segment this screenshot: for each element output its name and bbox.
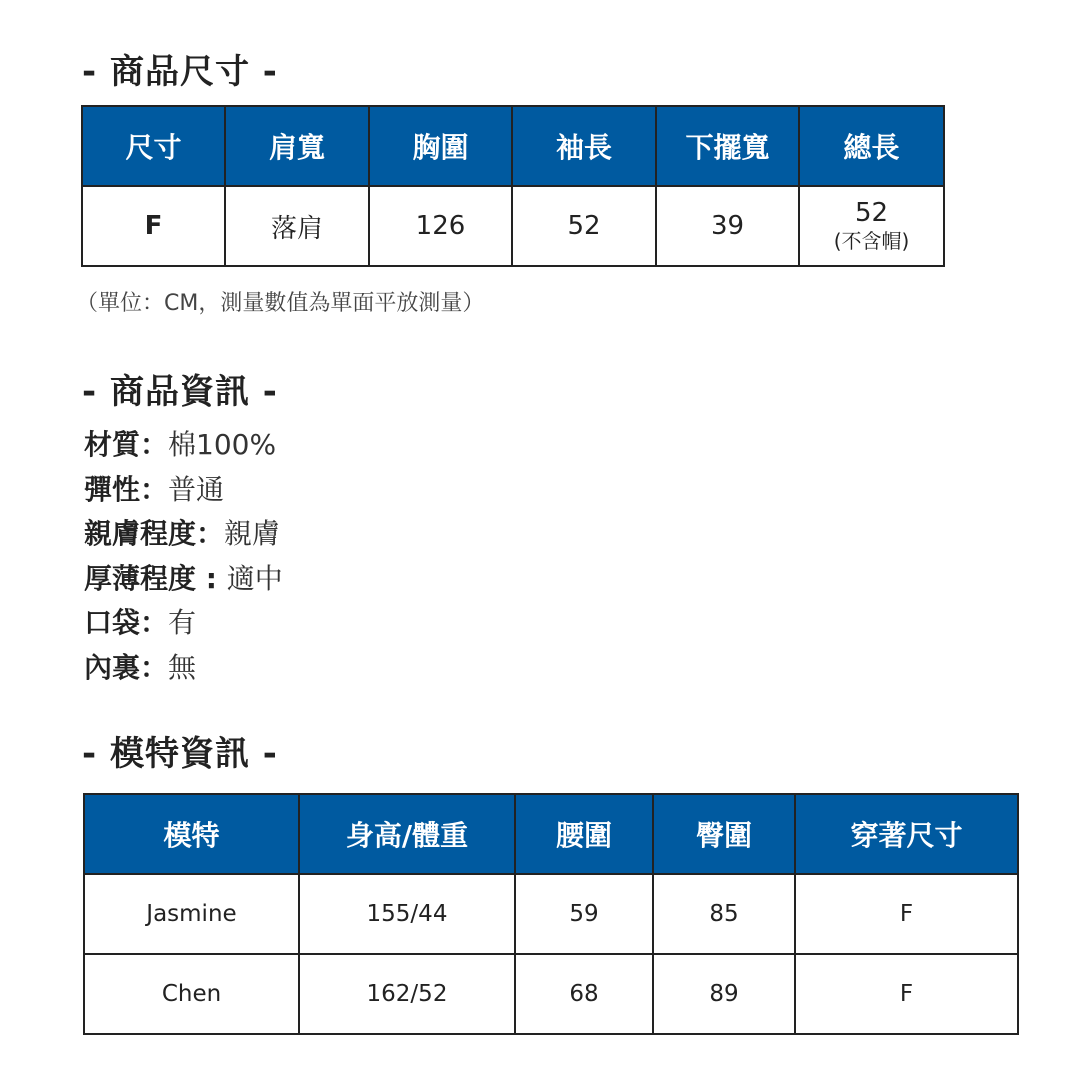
thickness-label: 厚薄程度 : <box>84 561 227 595</box>
elasticity-label: 彈性： <box>84 472 169 506</box>
list-item <box>84 557 283 602</box>
elasticity-value: 普通 <box>168 472 225 506</box>
size-header-hem: 下擺寬 <box>656 106 799 186</box>
chest-value: 126 <box>369 186 512 266</box>
skin-friendly-value: 親膚 <box>224 517 281 550</box>
table-row <box>84 874 1018 954</box>
model-header-hip: 臀圍 <box>653 794 795 874</box>
model-header-waist: 腰圍 <box>515 794 653 874</box>
lining-value: 無 <box>168 650 197 684</box>
total-length-cell <box>799 186 944 266</box>
model-waist: 68 <box>515 954 653 1034</box>
shoulder-value: 落肩 <box>225 186 369 266</box>
pocket-value: 有 <box>168 606 197 639</box>
table-row <box>82 186 944 266</box>
model-name: Chen <box>84 954 299 1034</box>
sleeve-value: 52 <box>512 186 656 266</box>
thickness-value: 適中 <box>226 561 283 595</box>
size-header-shoulder: 肩寬 <box>225 106 369 186</box>
size-table-header-row <box>82 106 944 186</box>
list-item <box>84 512 283 557</box>
model-name: Jasmine <box>84 874 299 954</box>
model-height-weight: 162/52 <box>299 954 515 1034</box>
model-header-height-weight: 身高/體重 <box>299 794 515 874</box>
pocket-label: 口袋： <box>84 606 169 639</box>
model-worn-size: F <box>795 954 1018 1034</box>
size-table <box>81 105 945 267</box>
model-waist: 59 <box>515 874 653 954</box>
list-item <box>84 646 283 691</box>
material-value: 棉100% <box>168 428 277 461</box>
size-header-total-length: 總長 <box>799 106 944 186</box>
model-hip: 89 <box>653 954 795 1034</box>
size-value: F <box>82 186 225 266</box>
model-hip: 85 <box>653 874 795 954</box>
product-info-list <box>84 423 283 690</box>
model-table-header-row <box>84 794 1018 874</box>
info-section-title: - 商品資訊 - <box>82 372 278 412</box>
lining-label: 內裏： <box>84 650 169 684</box>
material-label: 材質： <box>84 428 169 461</box>
size-header-size: 尺寸 <box>82 106 225 186</box>
unit-note: （單位：CM，測量數值為單面平放測量） <box>76 291 485 316</box>
list-item <box>84 601 283 646</box>
model-header-worn-size: 穿著尺寸 <box>795 794 1018 874</box>
size-header-sleeve: 袖長 <box>512 106 656 186</box>
table-row <box>84 954 1018 1034</box>
model-worn-size: F <box>795 874 1018 954</box>
size-header-chest: 胸圍 <box>369 106 512 186</box>
model-table <box>83 793 1019 1035</box>
total-length-value: 52 <box>854 198 889 228</box>
total-length-note: (不含帽) <box>833 229 910 253</box>
model-section-title: - 模特資訊 - <box>82 734 278 774</box>
hem-value: 39 <box>656 186 799 266</box>
skin-friendly-label: 親膚程度： <box>84 517 225 550</box>
model-height-weight: 155/44 <box>299 874 515 954</box>
model-header-model: 模特 <box>84 794 299 874</box>
size-section-title: - 商品尺寸 - <box>82 52 278 92</box>
list-item <box>84 468 283 513</box>
list-item <box>84 423 283 468</box>
